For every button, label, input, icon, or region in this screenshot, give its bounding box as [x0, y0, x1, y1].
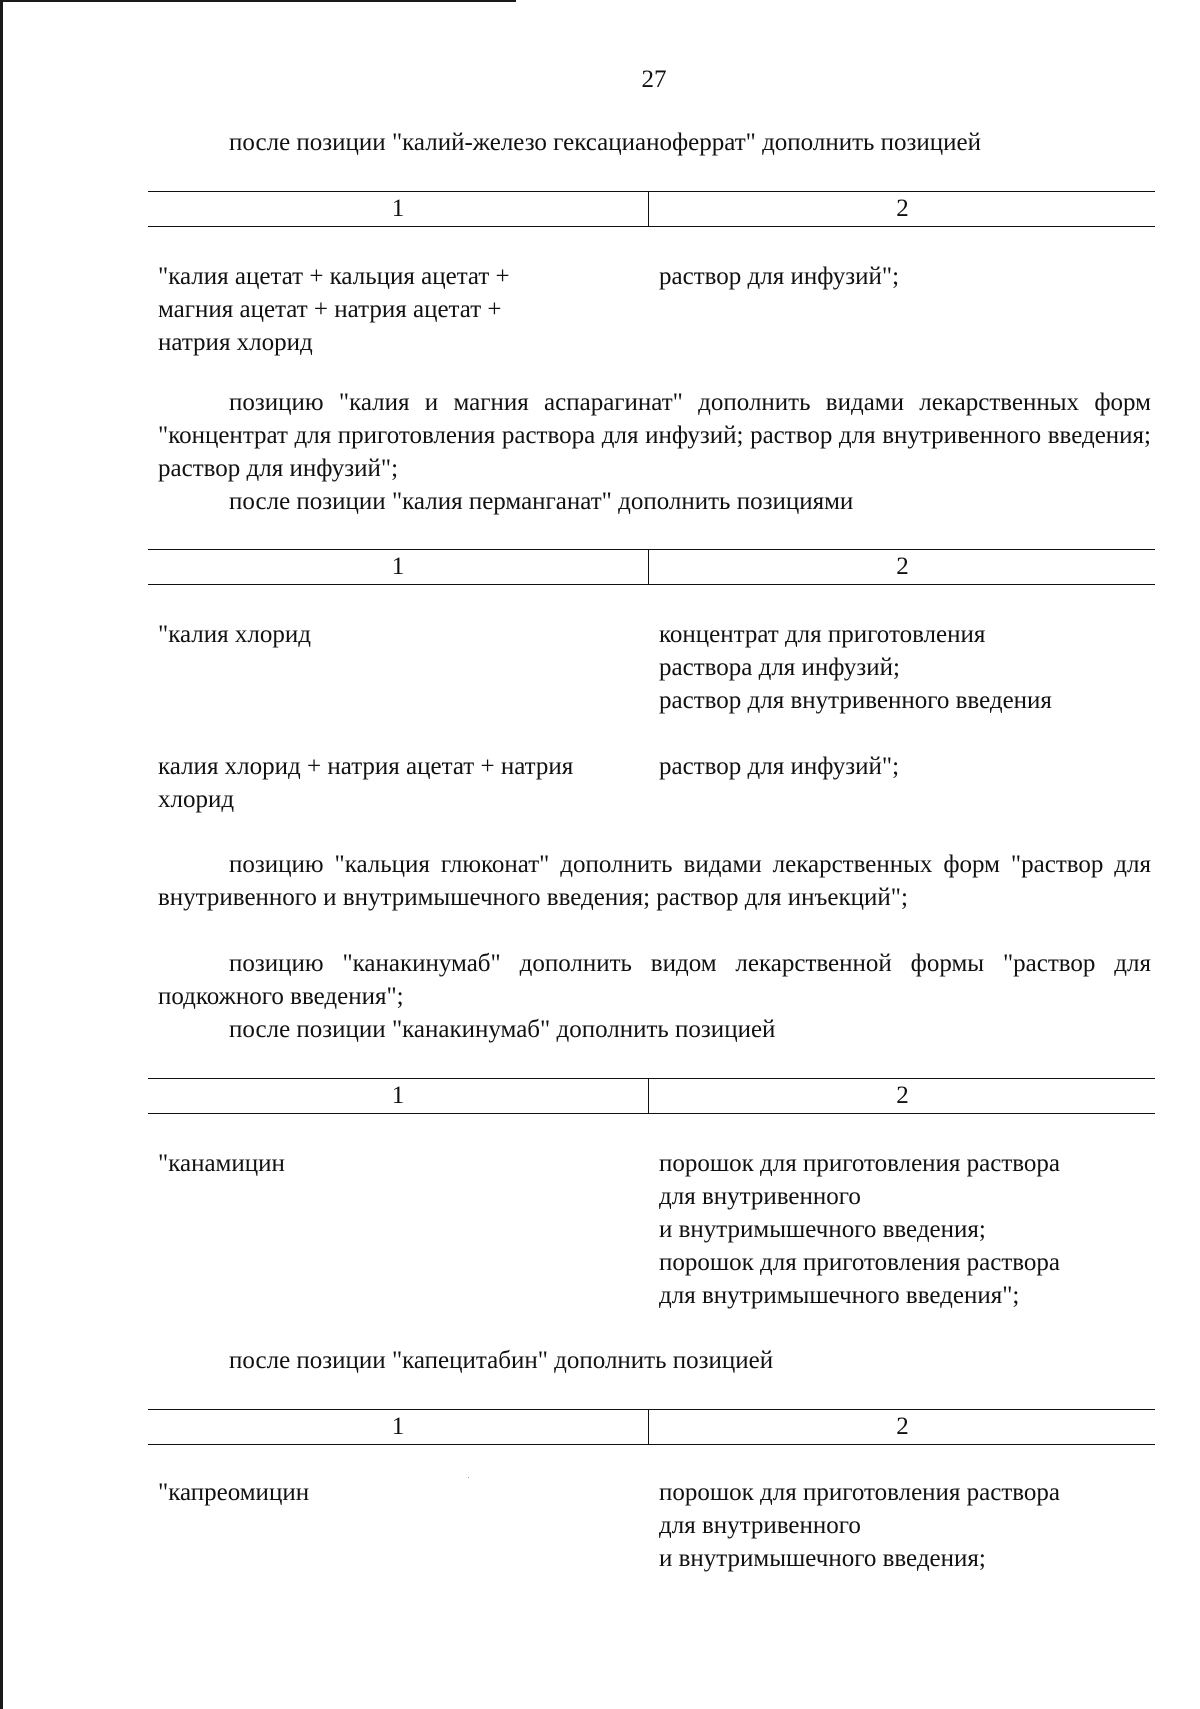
intro-text-1: после позиции "калий-железо гексацианоферрат" дополнить позицией	[229, 129, 982, 156]
intro-text-2: после позиции "калия перманганат" дополнить позициями	[229, 488, 854, 515]
table-1-row-1-left: "калия ацетат + кальция ацетат + магния ацетат + натрия ацетат + натрия хлорид	[158, 263, 510, 356]
paragraph-3-text: позицию "кальция глюконат" дополнить видами лекарственных форм "раствор для внутривенного и внутримышечного введения; раствор для инъекций";	[158, 851, 1151, 911]
scan-left-edge	[0, 0, 3, 1709]
table-2-row-1-right: концентрат для приготовления раствора для инфузий; раствор для внутривенного введения	[659, 621, 1052, 714]
intro-text-3: после позиции "канакинумаб" дополнить позицией	[229, 1016, 776, 1043]
page-number: 27	[641, 66, 667, 93]
intro-text-4: после позиции "капецитабин" дополнить позицией	[229, 1347, 774, 1374]
intro-paragraph-3	[158, 1013, 1151, 1046]
table-4-row-1-left: "капреомицин	[158, 1479, 310, 1506]
table-1-col-2-header: 2	[648, 192, 1156, 226]
intro-paragraph-1	[158, 126, 1151, 159]
table-3-header	[148, 1078, 1155, 1114]
intro-paragraph-4	[158, 1344, 1151, 1377]
table-4-col-1-header: 1	[391, 1413, 405, 1440]
table-2-row-1-left: "калия хлорид	[158, 621, 311, 648]
table-1-col-1-header: 1	[391, 195, 405, 222]
table-2-row-2-left: калия хлорид + натрия ацетат + натрия хлорид	[158, 753, 574, 813]
table-4-col-2-header: 2	[648, 1410, 1156, 1444]
paragraph-4	[158, 947, 1151, 1013]
paragraph-4-text: позицию "канакинумаб" дополнить видом лекарственной формы "раствор для подкожного введения";	[158, 950, 1151, 1010]
table-4-row-1-right: порошок для приготовления раствора для внутривенного и внутримышечного введения;	[659, 1479, 1061, 1572]
intro-paragraph-2	[158, 485, 1151, 518]
scan-speck	[468, 1477, 469, 1478]
table-1-header	[148, 191, 1155, 227]
paragraph-2-text: позицию "калия и магния аспарагинат" дополнить видами лекарственных форм "концентрат для приготовления раствора для инфузий; раствор для внутривенного введения; раствор для инфузий";	[158, 389, 1151, 482]
table-4-header	[148, 1409, 1155, 1445]
paragraph-3	[158, 848, 1151, 914]
table-1-row-1-right: раствор для инфузий";	[659, 263, 900, 290]
table-2-col-1-header: 1	[391, 553, 405, 580]
table-3-col-2-header: 2	[648, 1079, 1156, 1113]
table-2-header	[148, 549, 1155, 585]
scan-top-edge	[0, 0, 516, 2]
table-3-col-1-header: 1	[391, 1082, 405, 1109]
paragraph-2	[158, 386, 1151, 485]
table-3-row-1-right: порошок для приготовления раствора для внутривенного и внутримышечного введения; порошок для приготовления раствора для внутримышечного введения";	[659, 1150, 1061, 1309]
table-3-row-1-left: "канамицин	[158, 1150, 285, 1177]
table-2-col-2-header: 2	[648, 550, 1156, 584]
table-2-row-2-right: раствор для инфузий";	[659, 753, 900, 780]
